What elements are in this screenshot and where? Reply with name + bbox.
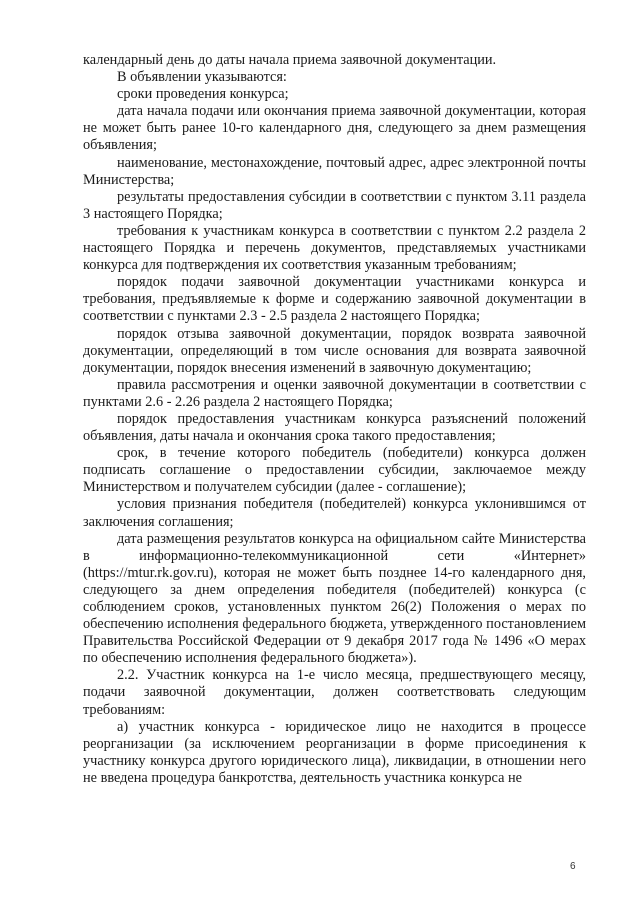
paragraph-results-publication: дата размещения результатов конкурса на официальном сайте Министерства в информационно-телекоммуникационной сети «Интернет» (https://mtur.rk.gov.ru), которая не может быть позднее 14-го календарного дня, следующего за днем определения победителя (победителей) конкурса (с соблюдением сроков, установленных пунктом 26(2) Положения о мерах по обеспечению исполнения федерального бюджета, утвержденного постановлением Правительства Российской Федерации от 9 декабря 2017 года № 1496 «О мерах по обеспечению исполнения федерального бюджета»). [83, 530, 586, 667]
paragraph-submission-dates: дата начала подачи или окончания приема заявочной документации, которая не может быть ранее 10-го календарного дня, следующего за днем размещения объявления; [83, 103, 586, 154]
paragraph-announcement-intro: В объявлении указываются: [117, 69, 287, 86]
paragraph-contest-dates: сроки проведения конкурса; [117, 86, 289, 103]
paragraph-requirement-a: а) участник конкурса - юридическое лицо не находится в процессе реорганизации (за исключением реорганизации в форме присоединения к участнику конкурса другого юридического лица), ликвидации, в отношении него не введена процедура банкротства, деятельность участника конкурса не [83, 718, 586, 786]
paragraph-evaluation-rules: правила рассмотрения и оценки заявочной документации в соответствии с пунктами 2.6 - 2.26 раздела 2 настоящего Порядка; [83, 376, 586, 410]
page-number: 6 [570, 861, 576, 872]
paragraph-agreement-deadline: срок, в течение которого победитель (победители) конкурса должен подписать соглашение о предоставлении субсидии, заключаемое между Министерством и получателем субсидии (далее - соглашение); [83, 445, 586, 496]
paragraph-ministry-contacts: наименование, местонахождение, почтовый адрес, адрес электронной почты Министерства; [83, 154, 586, 188]
paragraph-section-2-2: 2.2. Участник конкурса на 1-е число месяца, предшествующего месяцу, подачи заявочной документации, должен соответствовать следующим требованиям: [83, 667, 586, 718]
paragraph-subsidy-results: результаты предоставления субсидии в соответствии с пунктом 3.11 раздела 3 настоящего Порядка; [83, 188, 586, 222]
paragraph-participant-requirements: требования к участникам конкурса в соответствии с пунктом 2.2 раздела 2 настоящего Порядка и перечень документов, представляемых участниками конкурса для подтверждения их соответствия указанным требованиям; [83, 222, 586, 274]
paragraph-evasion-conditions: условия признания победителя (победителей) конкурса уклонившимся от заключения соглашения; [83, 496, 586, 530]
paragraph-continuation: календарный день до даты начала приема заявочной документации. [83, 52, 497, 68]
paragraph-clarifications: порядок предоставления участникам конкурса разъяснений положений объявления, даты начала и окончания срока такого предоставления; [83, 410, 586, 445]
paragraph-submission-procedure: порядок подачи заявочной документации участниками конкурса и требования, предъявляемые к форме и содержанию заявочной документации в соответствии с пунктами 2.3 - 2.5 раздела 2 настоящего Порядка; [83, 274, 586, 325]
paragraph-withdrawal-procedure: порядок отзыва заявочной документации, порядок возврата заявочной документации, определяющий в том числе основания для возврата заявочной документации, порядок внесения изменений в заявочную документацию; [83, 325, 586, 376]
document-page [83, 52, 586, 787]
